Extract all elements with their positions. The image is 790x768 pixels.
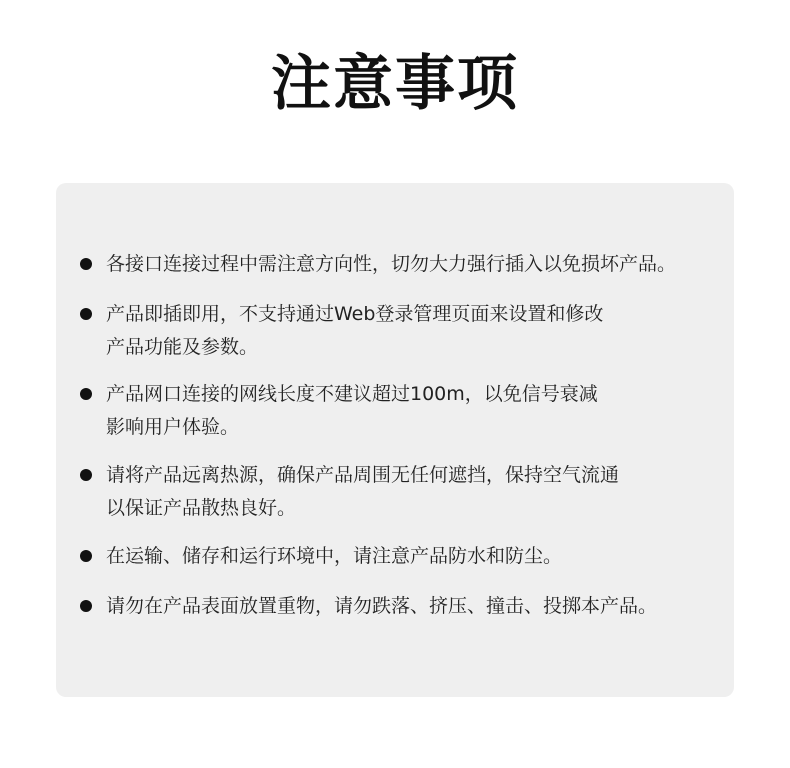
bullet-dot-icon [80, 308, 92, 320]
notice-text: 影响用户体验。 [106, 416, 240, 438]
notice-item [78, 378, 728, 444]
bullet-dot-icon [80, 550, 92, 562]
notice-text: 请勿在产品表面放置重物，请勿跌落、挤压、撞击、投掷本产品。 [106, 595, 658, 617]
notice-text: 产品功能及参数。 [106, 336, 259, 358]
notice-text: 请将产品远离热源，确保产品周围无任何遮挡，保持空气流通 [106, 464, 620, 486]
notice-item [78, 459, 728, 525]
notice-item [78, 590, 728, 623]
notice-item [78, 540, 728, 573]
notice-text: 各接口连接过程中需注意方向性，切勿大力强行插入以免损坏产品。 [106, 253, 677, 275]
notice-text: 产品即插即用，不支持通过Web登录管理页面来设置和修改 [106, 303, 604, 325]
page-title: 注意事项 [271, 49, 519, 119]
notice-text: 以保证产品散热良好。 [106, 497, 297, 519]
bullet-dot-icon [80, 600, 92, 612]
bullet-dot-icon [80, 469, 92, 481]
notice-text: 在运输、储存和运行环境中，请注意产品防水和防尘。 [106, 545, 563, 567]
notice-item [78, 298, 728, 364]
notice-text: 产品网口连接的网线长度不建议超过100m，以免信号衰减 [106, 383, 598, 405]
notice-item [78, 248, 728, 281]
notice-list [78, 248, 728, 623]
bullet-dot-icon [80, 388, 92, 400]
bullet-dot-icon [80, 258, 92, 270]
